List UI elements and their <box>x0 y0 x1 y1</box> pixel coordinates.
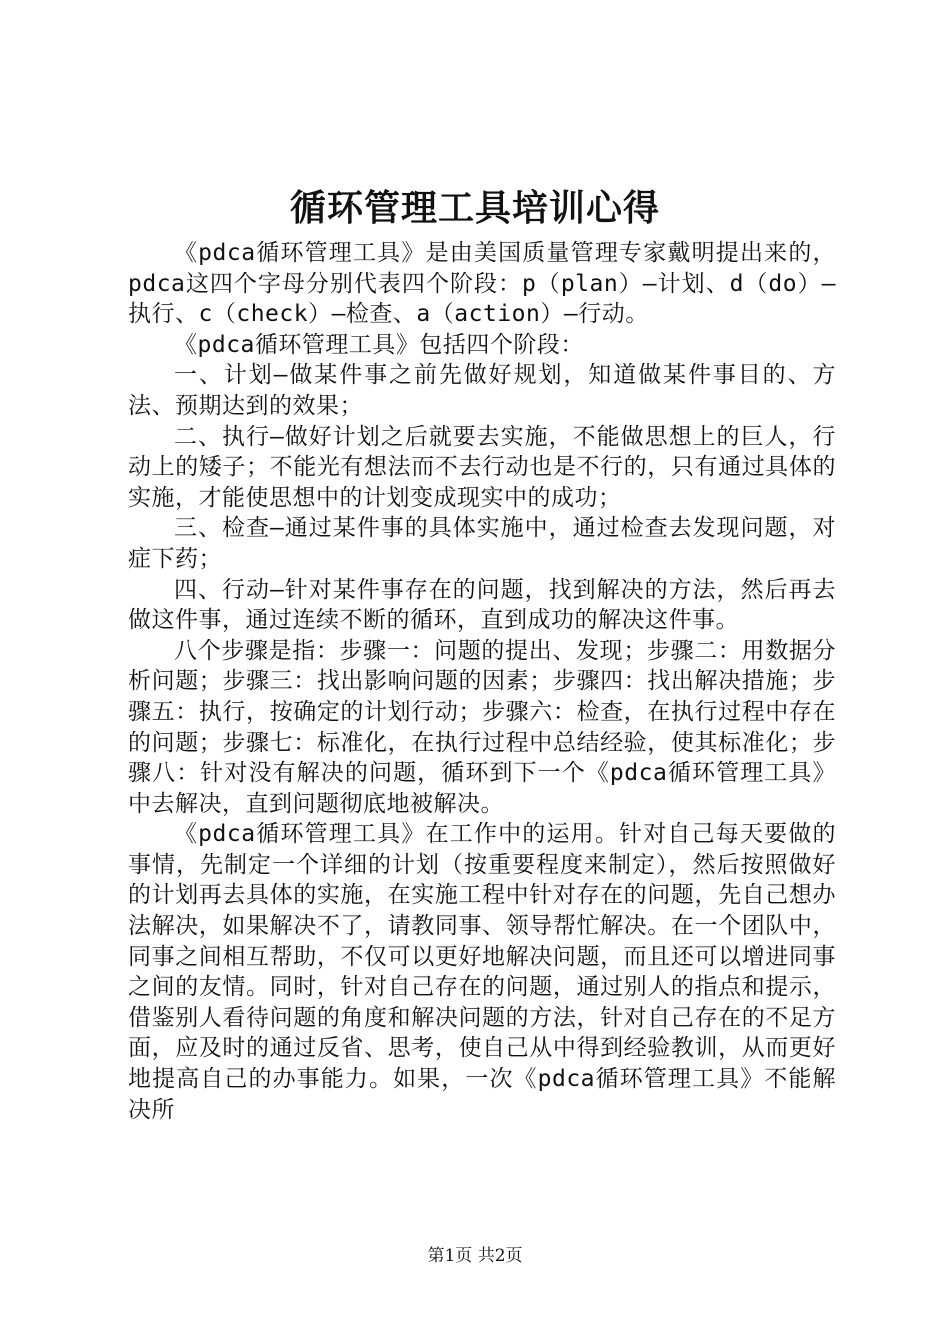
paragraph-stage-check: 三、检查—通过某件事的具体实施中，通过检查去发现问题，对症下药； <box>128 515 836 572</box>
paragraph-intro: 《pdca循环管理工具》是由美国质量管理专家戴明提出来的，pdca这四个字母分别代表四个阶段：p（plan）—计划、d（do）—执行、c（check）—检查、a（action）—行动。 <box>128 240 836 328</box>
paragraph-stage-plan: 一、计划—做某件事之前先做好规划，知道做某件事目的、方法、预期达到的效果； <box>128 362 836 419</box>
paragraph-stage-do: 二、执行—做好计划之后就要去实施，不能做思想上的巨人，行动上的矮子；不能光有想法而不去行动也是不行的，只有通过具体的实施，才能使思想中的计划变成现实中的成功； <box>128 423 836 511</box>
paragraph-four-stages: 《pdca循环管理工具》包括四个阶段： <box>174 331 584 358</box>
document-body <box>128 238 836 1125</box>
page-number-footer: 第1页 共2页 <box>427 1246 523 1266</box>
paragraph-application: 《pdca循环管理工具》在工作中的运用。针对自己每天要做的事情，先制定一个详细的计划（按重要程度来制定），然后按照做好的计划再去具体的实施，在实施工程中针对存在的问题，先自己想办法解决，如果解决不了，请教同事、领导帮忙解决。在一个团队中，同事之间相互帮助，不仅可以更好地解决问题，而且还可以增进同事之间的友情。同时，针对自己存在的问题，通过别人的指点和提示，借鉴别人看待问题的角度和解决问题的方法，针对自己存在的不足方面，应及时的通过反省、思考，使自己从中得到经验教训，从而更好地提高自己的办事能力。如果，一次《pdca循环管理工具》不能解决所 <box>128 821 836 1123</box>
paragraph-stage-action: 四、行动—针对某件事存在的问题，找到解决的方法，然后再去做这件事，通过连续不断的循环，直到成功的解决这件事。 <box>128 576 836 634</box>
paragraph-eight-steps: 八个步骤是指：步骤一：问题的提出、发现；步骤二：用数据分析问题；步骤三：找出影响问题的因素；步骤四：找出解决措施；步骤五：执行，按确定的计划行动；步骤六：检查，在执行过程中存在的问题；步骤七：标准化，在执行过程中总结经验，使其标准化；步骤八：针对没有解决的问题，循环到下一个《pdca循环管理工具》中去解决，直到问题彻底地被解决。 <box>128 637 836 817</box>
document-title: 循环管理工具培训心得 <box>289 187 660 229</box>
